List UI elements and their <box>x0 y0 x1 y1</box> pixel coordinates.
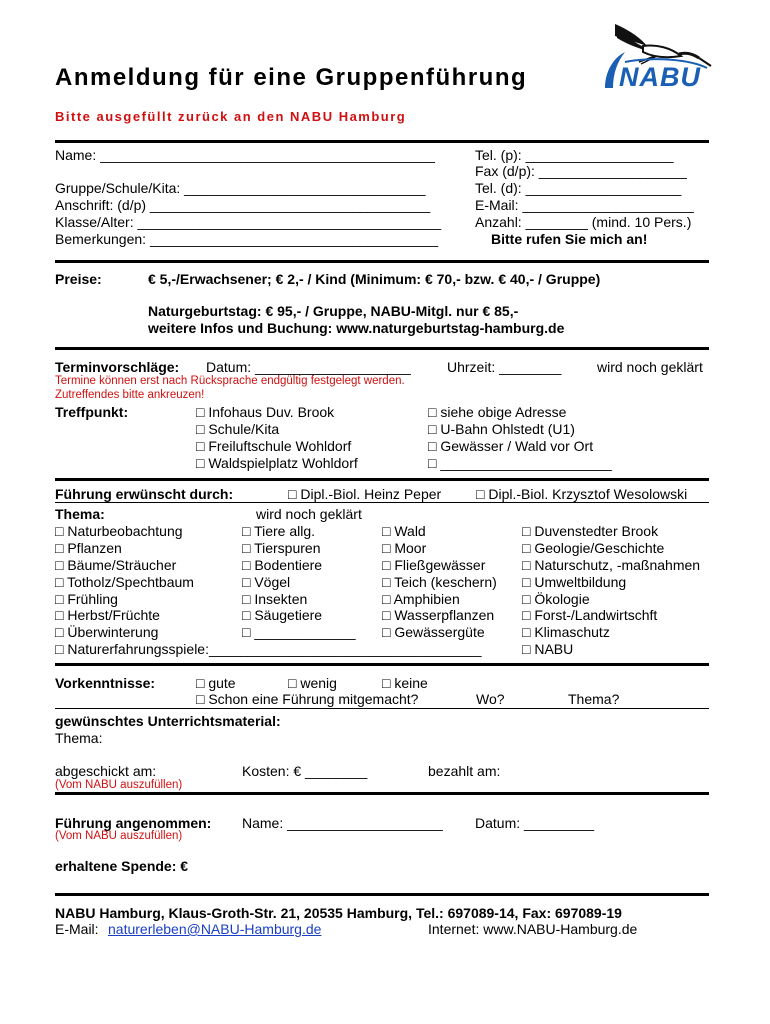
termin-note: Termine können erst nach Rücksprache endgültig festgelegt werden. <box>55 375 405 387</box>
topic-option[interactable]: □ Wasserpflanzen <box>382 607 495 623</box>
prior-knowledge-label: Vorkenntnisse: <box>55 675 156 691</box>
topic-option[interactable]: □ Naturerfahrungsspiele:___________________________________ <box>55 641 482 657</box>
remarks-field[interactable]: Bemerkungen: _____________________________________ <box>55 231 439 247</box>
topic-option[interactable]: □ Klimaschutz <box>522 624 610 640</box>
date-unclear-option: wird noch geklärt <box>597 359 703 375</box>
tel-office-field[interactable]: Tel. (d): ____________________ <box>475 180 682 196</box>
topic-unclear-option: wird noch geklärt <box>256 506 362 522</box>
material-label: gewünschtes Unterrichtsmaterial: <box>55 713 281 729</box>
accepted-date-field[interactable]: Datum: _________ <box>475 815 595 831</box>
topic-option[interactable]: □ Pflanzen <box>55 540 122 556</box>
paid-date-field[interactable]: bezahlt am: <box>428 763 501 779</box>
knowledge-option[interactable]: □ gute <box>196 675 236 691</box>
topic-option[interactable]: □ Bäume/Sträucher <box>55 557 177 573</box>
topic-option[interactable]: □ Überwinterung <box>55 624 159 640</box>
topic-option[interactable]: □ Naturschutz, -maßnahmen <box>522 557 701 573</box>
topic-option[interactable]: □ Gewässergüte <box>382 624 485 640</box>
topic-label: Thema: <box>55 506 105 522</box>
footer-website: Internet: www.NABU-Hamburg.de <box>428 921 638 937</box>
divider <box>55 502 709 503</box>
nabu-use-note: (Vom NABU auszufüllen) <box>55 779 183 791</box>
birthday-price: Naturgeburtstag: € 95,- / Gruppe, NABU-Mitgl. nur € 85,- <box>148 303 519 319</box>
topic-option[interactable]: □ Tierspuren <box>242 540 321 556</box>
group-field[interactable]: Gruppe/Schule/Kita: _______________________________ <box>55 180 426 196</box>
topic-option[interactable]: □ Wald <box>382 523 426 539</box>
topic-option[interactable]: □ Duvenstedter Brook <box>522 523 659 539</box>
prices-line: € 5,-/Erwachsener; € 2,- / Kind (Minimum: € 70,- bzw. € 40,- / Gruppe) <box>148 271 601 287</box>
topic-option[interactable]: □ Forst-/Landwirtschft <box>522 607 658 623</box>
topic-option[interactable]: □ Naturbeobachtung <box>55 523 183 539</box>
guide-option[interactable]: □ Dipl.-Biol. Heinz Peper <box>288 486 442 502</box>
meeting-option[interactable]: □ Freiluftschule Wohldorf <box>196 438 352 454</box>
count-field[interactable]: Anzahl: ________ (mind. 10 Pers.) <box>475 214 692 230</box>
divider <box>55 893 709 896</box>
knowledge-option[interactable]: □ wenig <box>288 675 337 691</box>
termin-label: Terminvorschläge: <box>55 359 180 375</box>
topic-option[interactable]: □ Umweltbildung <box>522 574 627 590</box>
meeting-option[interactable]: □ siehe obige Adresse <box>428 404 567 420</box>
topic-option[interactable]: □ Fließgewässer <box>382 557 486 573</box>
topic-option[interactable]: □ Totholz/Spechtbaum <box>55 574 194 590</box>
class-age-field[interactable]: Klasse/Alter: _______________________________________ <box>55 214 442 230</box>
divider <box>55 478 709 481</box>
guide-option[interactable]: □ Dipl.-Biol. Krzysztof Wesolowski <box>476 486 688 502</box>
time-field[interactable]: Uhrzeit: ________ <box>447 359 562 375</box>
page-subtitle: Bitte ausgefüllt zurück an den NABU Hamburg <box>55 109 407 124</box>
topic-option[interactable]: □ Ökologie <box>522 591 590 607</box>
footer-address: NABU Hamburg, Klaus-Groth-Str. 21, 20535 Hamburg, Tel.: 697089-14, Fax: 697089-19 <box>55 905 622 921</box>
date-field[interactable]: Datum: ____________________ <box>206 359 411 375</box>
meeting-option[interactable]: □ ______________________ <box>428 455 612 471</box>
page-title: Anmeldung für eine Gruppenführung <box>55 64 528 91</box>
fax-field[interactable]: Fax (d/p): ___________________ <box>475 163 687 179</box>
email-field[interactable]: E-Mail: ______________________ <box>475 197 694 213</box>
meeting-option[interactable]: □ Schule/Kita <box>196 421 280 437</box>
nabu-logo <box>595 18 715 94</box>
topic-option[interactable]: □ Geologie/Geschichte <box>522 540 665 556</box>
divider <box>55 260 709 263</box>
meeting-option[interactable]: □ Waldspielplatz Wohldorf <box>196 455 358 471</box>
accepted-label: Führung angenommen: <box>55 815 212 831</box>
divider <box>55 347 709 350</box>
divider <box>55 140 709 143</box>
topic-option[interactable]: □ Frühling <box>55 591 118 607</box>
footer-email-link[interactable]: naturerleben@NABU-Hamburg.de <box>108 921 322 937</box>
prices-label: Preise: <box>55 271 102 287</box>
guide-label: Führung erwünscht durch: <box>55 486 234 502</box>
topic-option[interactable]: □ NABU <box>522 641 574 657</box>
topic-option[interactable]: □ Insekten <box>242 591 308 607</box>
previous-tour-option[interactable]: □ Schon eine Führung mitgemacht? <box>196 691 419 707</box>
nabu-use-note: (Vom NABU auszufüllen) <box>55 830 183 842</box>
topic-option[interactable]: □ Vögel <box>242 574 291 590</box>
tick-note: Zutreffendes bitte ankreuzen! <box>55 389 205 401</box>
topic-field[interactable]: Thema? <box>568 691 620 707</box>
meeting-option[interactable]: □ U-Bahn Ohlstedt (U1) <box>428 421 575 437</box>
tel-private-field[interactable]: Tel. (p): ___________________ <box>475 147 674 163</box>
cost-field[interactable]: Kosten: € ________ <box>242 763 368 779</box>
topic-option[interactable]: □ Bodentiere <box>242 557 323 573</box>
name-field[interactable]: Name: ___________________________________________ <box>55 147 435 163</box>
accepted-name-field[interactable]: Name: ____________________ <box>242 815 443 831</box>
sent-date-field[interactable]: abgeschickt am: <box>55 763 157 779</box>
topic-option[interactable]: □ Moor <box>382 540 427 556</box>
divider <box>55 663 709 666</box>
meeting-option[interactable]: □ Infohaus Duv. Brook <box>196 404 335 420</box>
meeting-option[interactable]: □ Gewässer / Wald vor Ort <box>428 438 594 454</box>
divider <box>55 792 709 795</box>
donation-field[interactable]: erhaltene Spende: € <box>55 858 189 874</box>
topic-option[interactable]: □ Amphibien <box>382 591 460 607</box>
topic-option[interactable]: □ Teich (keschern) <box>382 574 497 590</box>
birthday-info: weitere Infos und Buchung: www.naturgeburtstag-hamburg.de <box>148 320 565 336</box>
material-topic-field[interactable]: Thema: <box>55 730 103 746</box>
divider <box>55 708 709 709</box>
topic-option[interactable]: □ Herbst/Früchte <box>55 607 160 623</box>
topic-option[interactable]: □ Säugetiere <box>242 607 323 623</box>
topic-option[interactable]: □ _____________ <box>242 624 356 640</box>
logo-text: NABU <box>619 62 701 92</box>
footer-email-label: E-Mail: <box>55 921 99 937</box>
where-field[interactable]: Wo? <box>476 691 505 707</box>
address-field[interactable]: Anschrift: (d/p) ____________________________________ <box>55 197 431 213</box>
topic-option[interactable]: □ Tiere allg. <box>242 523 316 539</box>
meeting-point-label: Treffpunkt: <box>55 404 129 420</box>
knowledge-option[interactable]: □ keine <box>382 675 428 691</box>
call-me-note: Bitte rufen Sie mich an! <box>491 231 648 247</box>
